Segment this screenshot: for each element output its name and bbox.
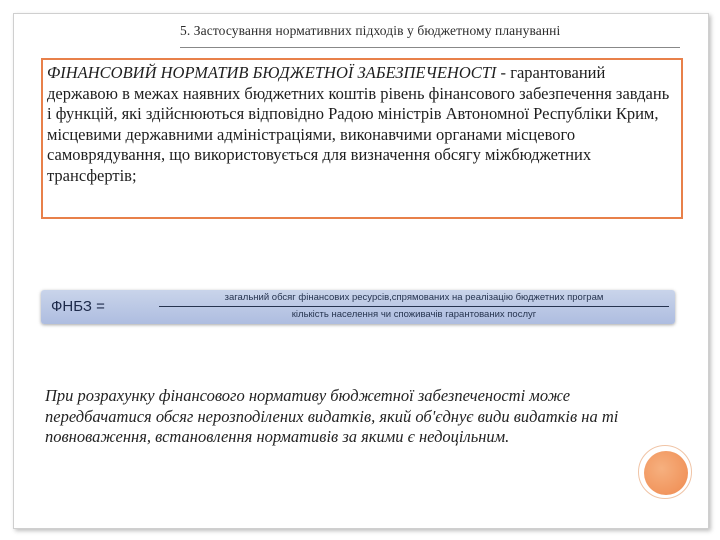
definition-term: ФІНАНСОВИЙ НОРМАТИВ БЮДЖЕТНОЇ ЗАБЕЗПЕЧЕНОСТІ - — [47, 63, 507, 82]
formula-lhs: ФНБЗ = — [51, 298, 105, 315]
slide-title: 5. Застосування нормативних підходів у бюджетному плануванні — [180, 23, 561, 38]
note-text: При розрахунку фінансового нормативу бюджетної забезпеченості може передбачатися обсяг нерозподілених видатків, який об'єднує види видатків на ті повноваження, встановлення нормативів за якими є недоцільним. — [45, 386, 619, 446]
title-divider — [180, 47, 680, 48]
definition-text — [47, 63, 677, 186]
definition-body: гарантований державою в межах наявних бюджетних коштів рівень фінансового забезпечення завдань і функцій, які здійснюються відповідно Радою міністрів Автономної Республіки Крим, місцевими державними адміністраціями, виконавчими органами місцевого самоврядування, що використовується для визначення обсягу міжбюджетних трансфертів; — [47, 63, 670, 185]
decorative-circle — [644, 451, 688, 495]
fraction-bar — [159, 306, 669, 307]
formula-denominator: кількість населення чи споживачів гарантованих послуг — [291, 309, 537, 320]
definition-box — [41, 58, 683, 219]
formula-numerator: загальний обсяг фінансових ресурсів,спрямованих на реалізацію бюджетних програм — [224, 292, 604, 303]
formula-fraction — [159, 292, 669, 322]
formula-band — [41, 290, 675, 324]
